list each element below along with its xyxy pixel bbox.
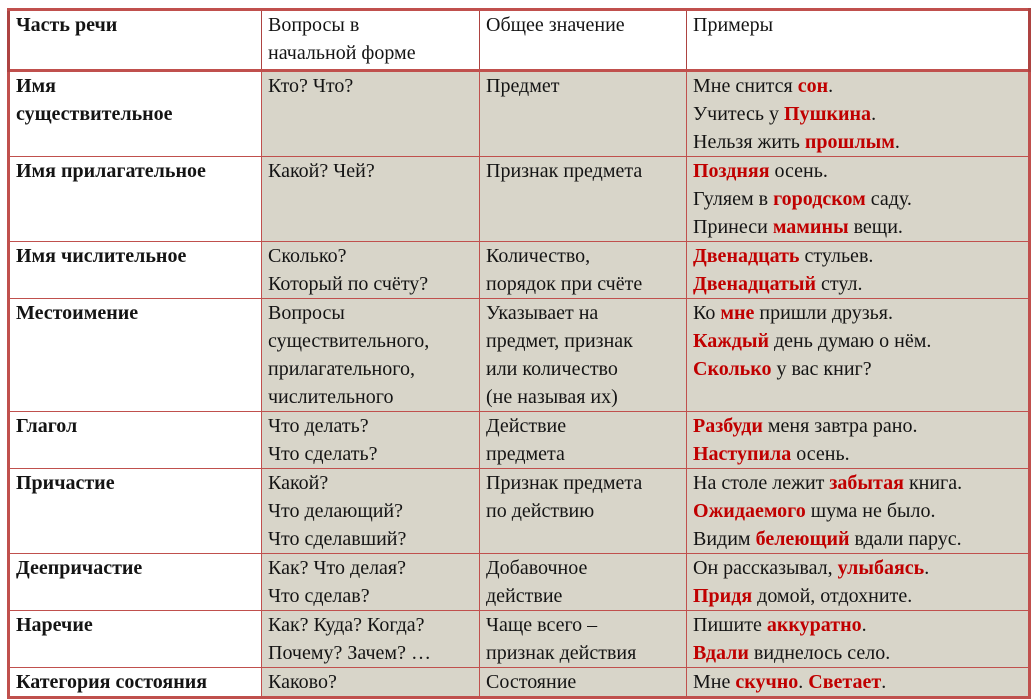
example-sentence <box>693 639 1022 667</box>
cell-line: Кто? Что? <box>268 75 354 97</box>
table-row <box>9 71 1030 157</box>
example-text: Ко <box>693 302 721 324</box>
cell-line: Имя числительное <box>16 245 187 267</box>
highlighted-word: Разбуди <box>693 415 763 437</box>
meaning-cell <box>480 668 687 698</box>
highlighted-word: Поздняя <box>693 160 770 182</box>
questions-cell <box>262 242 480 299</box>
examples-cell <box>687 71 1030 157</box>
highlighted-word: Светает <box>808 671 882 693</box>
part-of-speech-cell <box>9 469 262 554</box>
example-sentence <box>693 270 1022 298</box>
meaning-cell <box>480 242 687 299</box>
example-sentence <box>693 582 1022 610</box>
cell-line: Категория состояния <box>16 671 208 693</box>
part-of-speech-cell <box>9 71 262 157</box>
highlighted-word: сон <box>797 75 829 97</box>
questions-cell <box>262 157 480 242</box>
meaning-cell <box>480 554 687 611</box>
example-text: Мне снится <box>693 75 798 97</box>
cell-line: Примеры <box>693 14 774 36</box>
table-row <box>9 469 1030 554</box>
example-sentence <box>693 611 1022 639</box>
highlighted-word: Вдали <box>693 642 749 664</box>
example-text: . <box>861 614 867 636</box>
example-sentence <box>693 157 1022 185</box>
example-text: саду. <box>865 188 912 210</box>
table-row <box>9 412 1030 469</box>
example-sentence <box>693 554 1022 582</box>
part-of-speech-cell <box>9 242 262 299</box>
part-of-speech-cell <box>9 611 262 668</box>
header-meaning <box>480 10 687 71</box>
examples-cell <box>687 157 1030 242</box>
example-text: На столе лежит <box>693 472 830 494</box>
table-row <box>9 554 1030 611</box>
highlighted-word: белеющий <box>755 528 850 550</box>
highlighted-word: Ожидаемого <box>693 500 806 522</box>
example-text: стульев. <box>799 245 874 267</box>
examples-cell <box>687 668 1030 698</box>
cell-line: существительное <box>16 103 173 125</box>
cell-line: порядок при счёте <box>486 273 643 295</box>
part-of-speech-cell <box>9 668 262 698</box>
cell-line: Вопросы <box>268 302 345 324</box>
part-of-speech-cell <box>9 299 262 412</box>
meaning-cell <box>480 611 687 668</box>
cell-line: предмета <box>486 443 565 465</box>
example-sentence <box>693 100 1022 128</box>
cell-line: Чаще всего – <box>486 614 598 636</box>
example-text: Учитесь у <box>693 103 785 125</box>
questions-cell <box>262 554 480 611</box>
highlighted-word: Двенадцатый <box>693 273 817 295</box>
cell-line: Действие <box>486 415 567 437</box>
part-of-speech-cell <box>9 554 262 611</box>
questions-cell <box>262 71 480 157</box>
example-text: стул. <box>816 273 863 295</box>
example-sentence <box>693 242 1022 270</box>
example-sentence <box>693 128 1022 156</box>
cell-line: начальной форме <box>268 42 416 64</box>
example-sentence <box>693 299 1022 327</box>
highlighted-word: аккуратно <box>766 614 862 636</box>
cell-line: Какой? Чей? <box>268 160 375 182</box>
cell-line: Что делать? <box>268 415 369 437</box>
example-sentence <box>693 440 1022 468</box>
example-sentence <box>693 525 1022 553</box>
example-text: шума не было. <box>805 500 936 522</box>
highlighted-word: прошлым <box>804 131 895 153</box>
example-text: Принеси <box>693 216 773 238</box>
questions-cell <box>262 299 480 412</box>
parts-of-speech-table <box>7 8 1031 699</box>
cell-line: Что сделав? <box>268 585 370 607</box>
example-sentence <box>693 497 1022 525</box>
cell-line: прилагательного, <box>268 358 415 380</box>
highlighted-word: улыбаясь <box>837 557 925 579</box>
header-part-of-speech <box>9 10 262 71</box>
highlighted-word: скучно <box>735 671 799 693</box>
highlighted-word: Каждый <box>693 330 769 352</box>
meaning-cell <box>480 71 687 157</box>
cell-line: Что сделавший? <box>268 528 407 550</box>
meaning-cell <box>480 469 687 554</box>
cell-line: Как? Куда? Когда? <box>268 614 425 636</box>
table-row <box>9 157 1030 242</box>
highlighted-word: мне <box>720 302 755 324</box>
part-of-speech-cell <box>9 157 262 242</box>
examples-cell <box>687 611 1030 668</box>
example-text: осень. <box>769 160 828 182</box>
example-text: пришли друзья. <box>754 302 893 324</box>
example-text: Пишите <box>693 614 767 636</box>
cell-line: Наречие <box>16 614 93 636</box>
example-sentence <box>693 327 1022 355</box>
cell-line: Что сделать? <box>268 443 378 465</box>
table-row <box>9 299 1030 412</box>
examples-cell <box>687 469 1030 554</box>
cell-line: предмет, признак <box>486 330 633 352</box>
cell-line: Почему? Зачем? … <box>268 642 431 664</box>
cell-line: Добавочное <box>486 557 588 579</box>
table-header-row <box>9 10 1030 71</box>
cell-line: Глагол <box>16 415 78 437</box>
cell-line: существительного, <box>268 330 430 352</box>
cell-line: Который по счёту? <box>268 273 429 295</box>
example-text: Видим <box>693 528 756 550</box>
example-text: домой, отдохните. <box>752 585 913 607</box>
highlighted-word: мамины <box>772 216 849 238</box>
example-text: . <box>894 131 900 153</box>
example-text: осень. <box>791 443 850 465</box>
examples-cell <box>687 554 1030 611</box>
cell-line: Как? Что делая? <box>268 557 407 579</box>
example-text: . <box>828 75 834 97</box>
cell-line: Деепричастие <box>16 557 143 579</box>
example-text: книга. <box>903 472 963 494</box>
highlighted-word: Двенадцать <box>693 245 800 267</box>
example-sentence <box>693 469 1022 497</box>
examples-cell <box>687 242 1030 299</box>
cell-line: Количество, <box>486 245 591 267</box>
cell-line: Причастие <box>16 472 115 494</box>
cell-line: Сколько? <box>268 245 347 267</box>
example-text: Мне <box>693 671 736 693</box>
header-questions <box>262 10 480 71</box>
highlighted-word: забытая <box>829 472 904 494</box>
cell-line: действие <box>486 585 563 607</box>
cell-line: (не называя их) <box>486 386 618 408</box>
cell-line: Имя прилагательное <box>16 160 206 182</box>
example-sentence <box>693 185 1022 213</box>
example-text: . <box>881 671 887 693</box>
cell-line: Признак предмета <box>486 160 643 182</box>
cell-line: Какой? <box>268 472 329 494</box>
example-text: . <box>798 671 809 693</box>
cell-line: Часть речи <box>16 14 118 36</box>
cell-line: Вопросы в <box>268 14 360 36</box>
highlighted-word: Пушкина <box>784 103 872 125</box>
table-row <box>9 611 1030 668</box>
example-sentence <box>693 213 1022 241</box>
cell-line: Имя <box>16 75 56 97</box>
example-text: день думаю о нём. <box>769 330 932 352</box>
example-text: меня завтра рано. <box>762 415 918 437</box>
example-text: вдали парус. <box>849 528 962 550</box>
examples-cell <box>687 412 1030 469</box>
questions-cell <box>262 611 480 668</box>
example-text: . <box>871 103 877 125</box>
example-text: . <box>924 557 930 579</box>
questions-cell <box>262 469 480 554</box>
example-sentence <box>693 72 1022 100</box>
cell-line: по действию <box>486 500 595 522</box>
meaning-cell <box>480 412 687 469</box>
meaning-cell <box>480 157 687 242</box>
example-text: Гуляем в <box>693 188 774 210</box>
part-of-speech-cell <box>9 412 262 469</box>
cell-line: Предмет <box>486 75 560 97</box>
cell-line: Каково? <box>268 671 337 693</box>
cell-line: Общее значение <box>486 14 625 36</box>
example-text: у вас книг? <box>771 358 872 380</box>
table-row <box>9 668 1030 698</box>
header-examples <box>687 10 1030 71</box>
highlighted-word: Придя <box>693 585 753 607</box>
example-text: виднелось село. <box>748 642 891 664</box>
cell-line: признак действия <box>486 642 637 664</box>
cell-line: или количество <box>486 358 618 380</box>
questions-cell <box>262 668 480 698</box>
examples-cell <box>687 299 1030 412</box>
example-text: вещи. <box>848 216 903 238</box>
table-row <box>9 242 1030 299</box>
example-sentence <box>693 355 1022 383</box>
cell-line: Местоимение <box>16 302 139 324</box>
questions-cell <box>262 412 480 469</box>
cell-line: Что делающий? <box>268 500 404 522</box>
cell-line: Признак предмета <box>486 472 643 494</box>
highlighted-word: Наступила <box>693 443 792 465</box>
example-sentence <box>693 412 1022 440</box>
example-text: Он рассказывал, <box>693 557 838 579</box>
highlighted-word: Сколько <box>693 358 772 380</box>
cell-line: числительного <box>268 386 394 408</box>
meaning-cell <box>480 299 687 412</box>
cell-line: Состояние <box>486 671 577 693</box>
example-text: Нельзя жить <box>693 131 805 153</box>
cell-line: Указывает на <box>486 302 599 324</box>
highlighted-word: городском <box>773 188 866 210</box>
